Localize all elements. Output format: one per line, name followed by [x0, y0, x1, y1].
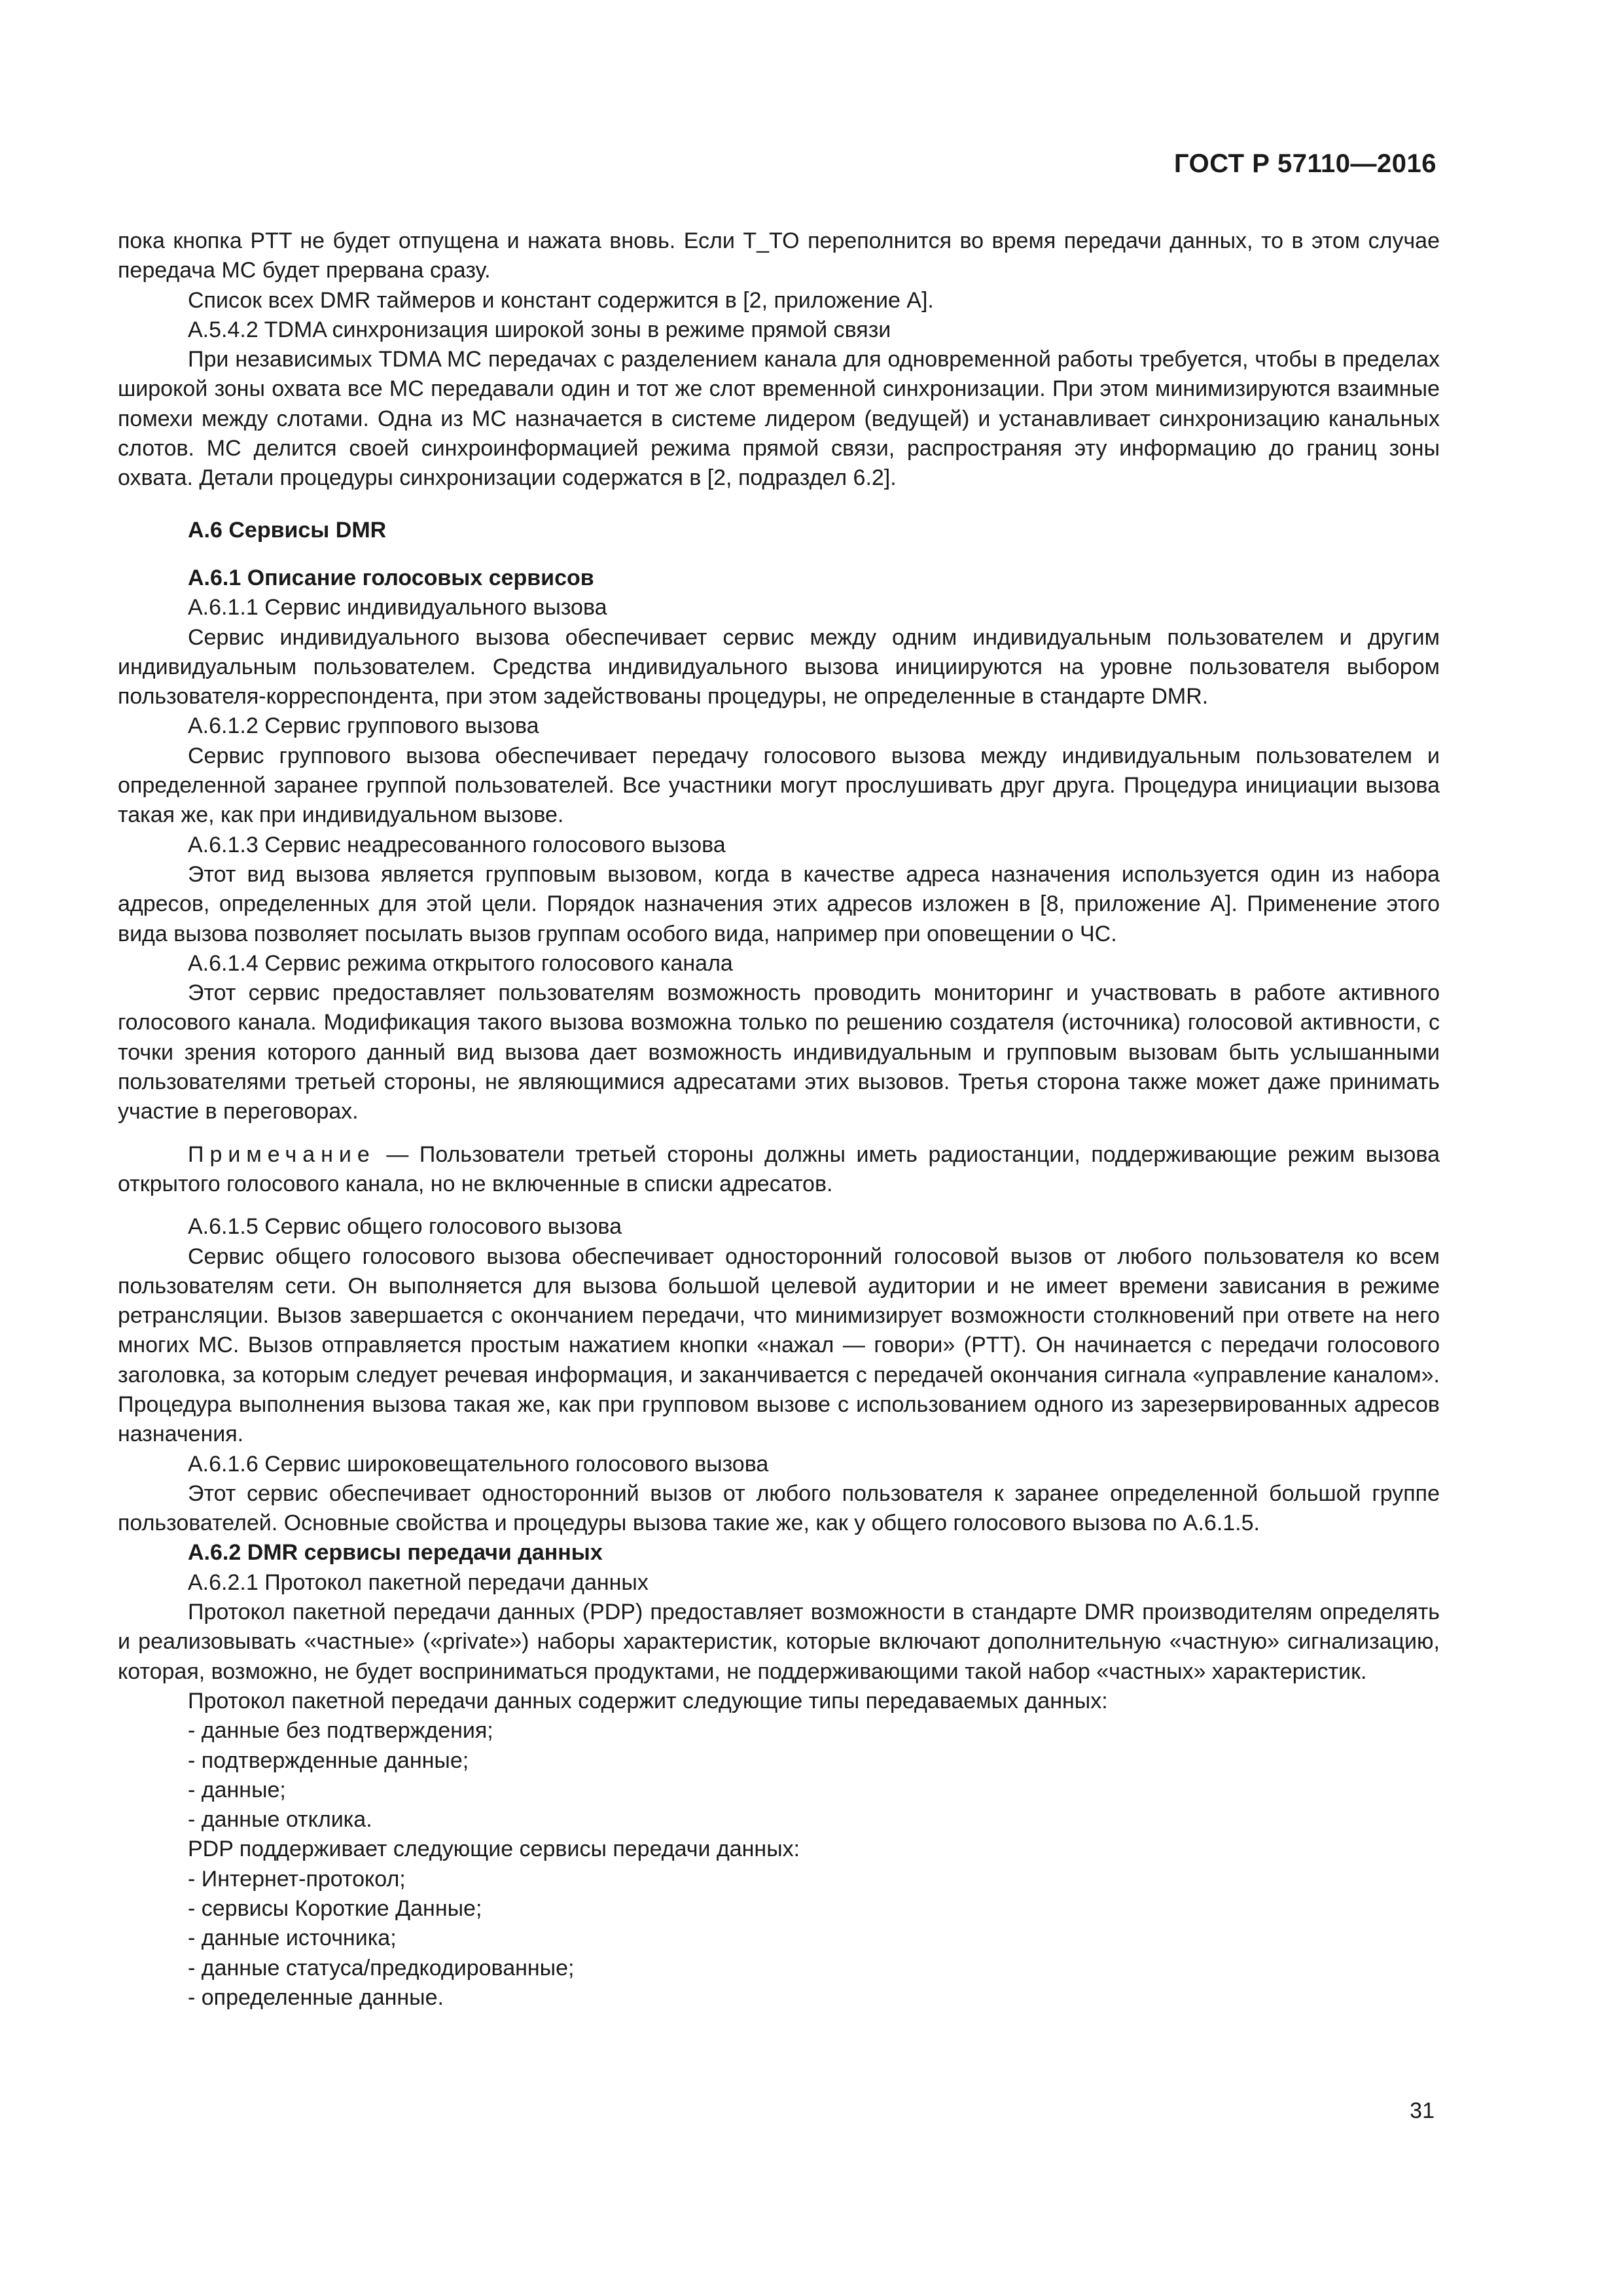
paragraph: A.6.1.6 Сервис широковещательного голосового вызова — [188, 1451, 769, 1477]
document-body — [118, 226, 1440, 2013]
paragraph: A.6.2.1 Протокол пакетной передачи данных — [188, 1570, 649, 1595]
section-heading: A.6.2 DMR сервисы передачи данных — [188, 1540, 603, 1566]
paragraph: A.5.4.2 TDMA синхронизация широкой зоны в режиме прямой связи — [188, 317, 891, 342]
section-heading: A.6 Сервисы DMR — [188, 517, 387, 543]
paragraph: Этот сервис обеспечивает односторонний вызов от любого пользователя к заранее определенной большой группе пользователей. Основные свойства и процедуры вызова такие же, как у общего голосового вызова по A.6.1.5. — [118, 1480, 1440, 1536]
page-number: 31 — [1410, 2098, 1435, 2123]
list-item: - Интернет-протокол; — [188, 1866, 406, 1892]
paragraph: Протокол пакетной передачи данных (PDP) предоставляет возможности в стандарте DMR производителям определять и реализовывать «частные» («private») наборы характеристик, которые включают дополнительную «частную» сигнализацию, которая, возможно, не будет восприниматься продуктами, не поддерживающими такой набор «частных» характеристик. — [118, 1600, 1440, 1684]
paragraph: Этот сервис предоставляет пользователям возможность проводить мониторинг и участвовать в работе активного голосового канала. Модификация такого вызова возможна только по решению создателя (источника) голосовой активности, с точки зрения которого данный вид вызова дает возможность индивидуальным и групповым вызовам быть услышанными пользователями третьей стороны, не являющимися адресатами этих вызовов. Третья сторона также может даже принимать участие в переговорах. — [118, 980, 1440, 1124]
paragraph: Сервис группового вызова обеспечивает передачу голосового вызова между индивидуальным пользователем и определенной заранее группой пользователей. Все участники могут прослушивать друг друга. Процедура инициации вызова такая же, как при индивидуальном вызове. — [118, 743, 1440, 828]
paragraph: A.6.1.5 Сервис общего голосового вызова — [188, 1214, 622, 1240]
paragraph: Этот вид вызова является групповым вызовом, когда в качестве адреса назначения используется один из набора адресов, определенных для этой цели. Порядок назначения этих адресов изложен в [8, приложение A]. Применение этого вида вызова позволяет посылать вызов группам особого вида, например при оповещении о ЧС. — [118, 861, 1440, 946]
paragraph: При независимых TDMA МС передачах с разделением канала для одновременной работы требуется, чтобы в пределах широкой зоны охвата все МС передавали один и тот же слот временной синхронизации. При этом минимизируются взаимные помехи между слотами. Одна из МС назначается в системе лидером (ведущей) и устанавливает синхронизацию канальных слотов. МС делится своей синхроинформацией режима прямой связи, распространяя эту информацию до границ зоны охвата. Детали процедуры синхронизации содержатся в [2, подраздел 6.2]. — [118, 347, 1440, 491]
paragraph: A.6.1.3 Сервис неадресованного голосового вызова — [188, 832, 726, 857]
list-item: - сервисы Короткие Данные; — [188, 1896, 482, 1922]
paragraph: пока кнопка PTT не будет отпущена и нажата вновь. Если T_TO переполнится во время передачи данных, то в этом случае передача МС будет прервана сразу. — [118, 228, 1440, 283]
paragraph: A.6.1.2 Сервис группового вызова — [188, 713, 539, 739]
list-item: - подтвержденные данные; — [188, 1748, 469, 1773]
paragraph: A.6.1.1 Сервис индивидуального вызова — [188, 595, 607, 620]
paragraph: Сервис общего голосового вызова обеспечивает односторонний голосовой вызов от любого пользователя ко всем пользователям сети. Он выполняется для вызова большой целевой аудитории и не имеет времени зависания в режиме ретрансляции. Вызов завершается с окончанием передачи, что минимизирует возможности столкновений при ответе на него многих МС. Вызов отправляется простым нажатием кнопки «нажал — говори» (PTT). Он начинается с передачи голосового заголовка, за которым следует речевая информация, и заканчивается с передачей окончания сигнала «управление каналом». Процедура выполнения вызова такая же, как при групповом вызове с использованием одного из зарезервированных адресов назначения. — [118, 1244, 1440, 1447]
section-heading: A.6.1 Описание голосовых сервисов — [188, 565, 594, 590]
list-item: - данные; — [188, 1777, 286, 1803]
list-item: - данные отклика. — [188, 1807, 372, 1833]
note-label: Примечание — [188, 1141, 376, 1167]
list-item: - данные источника; — [188, 1926, 397, 1951]
note — [118, 1140, 1440, 1200]
paragraph: Список всех DMR таймеров и констант содержится в [2, приложение A]. — [188, 287, 934, 313]
list-item: - определенные данные. — [188, 1984, 444, 2010]
paragraph: Протокол пакетной передачи данных содержит следующие типы передаваемых данных: — [188, 1688, 1108, 1713]
note-text: — Пользователи третьей стороны должны иметь радиостанции, поддерживающие режим вызова открытого голосового канала, но не включенные в списки адресатов. — [118, 1141, 1440, 1196]
list-item: PDP поддерживает следующие сервисы передачи данных: — [188, 1837, 800, 1862]
document-header-id: ГОСТ Р 57110—2016 — [1174, 149, 1436, 178]
paragraph: Сервис индивидуального вызова обеспечивает сервис между одним индивидуальным пользователем и другим индивидуальным пользователем. Средства индивидуального вызова инициируются на уровне пользователя выбором пользователя-корреспондента, при этом задействованы процедуры, не определенные в стандарте DMR. — [118, 624, 1440, 709]
paragraph: A.6.1.4 Сервис режима открытого голосового канала — [188, 950, 733, 976]
list-item: - данные статуса/предкодированные; — [188, 1955, 575, 1981]
list-item: - данные без подтверждения; — [188, 1718, 493, 1744]
